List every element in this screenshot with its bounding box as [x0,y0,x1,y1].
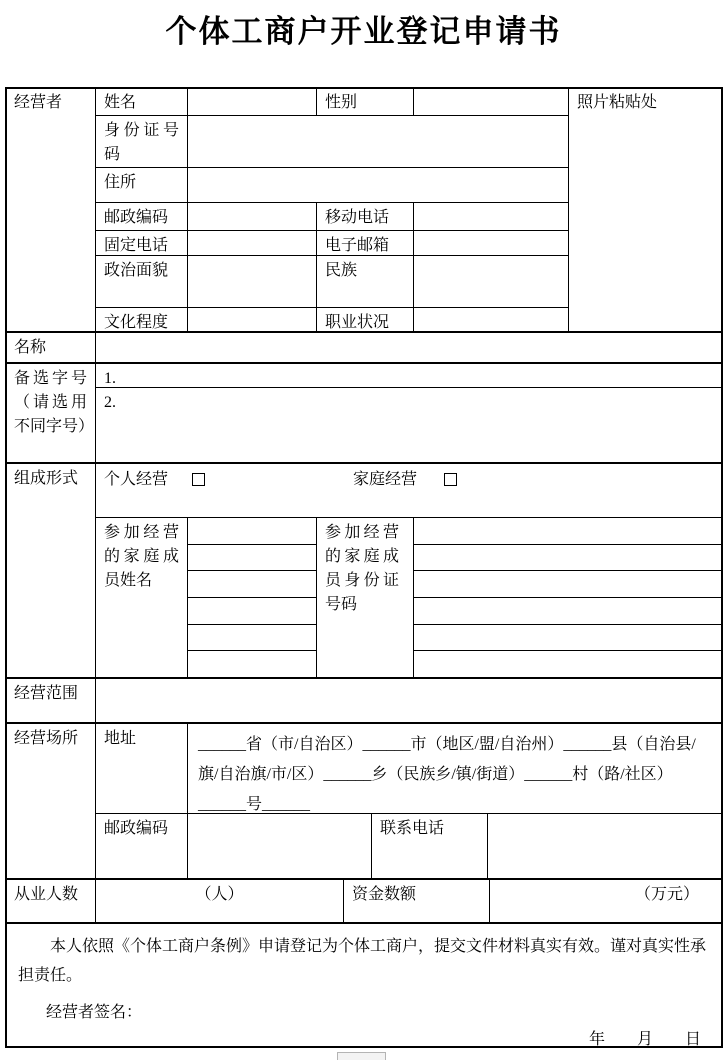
premises-section-label: 经营场所 [5,722,95,878]
operator-landline-input[interactable] [187,230,316,255]
alternate-names-label: 备选字号（请选用不同字号） [5,362,95,462]
operator-email-input[interactable] [413,230,568,255]
member-id-input-5[interactable] [413,624,723,650]
operator-political-input[interactable] [187,255,316,307]
operator-name-input[interactable] [187,87,316,115]
capital-amount-input[interactable]: （万元） [489,878,723,922]
premises-postal-input[interactable] [187,813,371,878]
operator-postal-label: 邮政编码 [95,202,187,230]
business-name-input[interactable] [95,331,723,362]
operator-mobile-label: 移动电话 [316,202,413,230]
operator-postal-input[interactable] [187,202,316,230]
member-name-input-5[interactable] [187,624,316,650]
alternate-name-input-2[interactable]: 2. [95,387,723,462]
operator-occupation-label: 职业状况 [316,307,413,331]
business-name-label: 名称 [5,331,95,362]
operator-gender-label: 性别 [316,87,413,115]
operator-education-input[interactable] [187,307,316,331]
member-name-input-2[interactable] [187,544,316,570]
member-id-input-4[interactable] [413,597,723,624]
individual-operation-checkbox[interactable] [192,473,205,486]
member-id-input-1[interactable] [413,517,723,544]
composition-section-label: 组成形式 [5,462,95,677]
member-name-input-3[interactable] [187,570,316,597]
member-id-input-2[interactable] [413,544,723,570]
operator-residence-label: 住所 [95,167,187,202]
staff-count-label: 从业人数 [5,878,95,922]
operator-section-label: 经营者 [5,87,95,331]
operator-id-label: 身份证号码 [95,115,187,167]
premises-phone-input[interactable] [487,813,723,878]
operator-email-label: 电子邮箱 [316,230,413,255]
photo-paste-area: 照片粘贴处 [568,87,723,331]
member-name-input-6[interactable] [187,650,316,677]
capital-amount-label: 资金数额 [343,878,489,922]
operator-ethnicity-label: 民族 [316,255,413,307]
business-scope-input[interactable] [95,677,723,722]
form-title: 个体工商户开业登记申请书 [165,14,562,49]
member-names-label: 参加经营的家庭成员姓名 [95,517,187,677]
family-operation-checkbox[interactable] [444,473,457,486]
operator-signature-label: 经营者签名： [46,1004,143,1021]
next-page-table-edge [337,1052,386,1060]
operator-gender-input[interactable] [413,87,568,115]
member-id-input-3[interactable] [413,570,723,597]
declaration-section [5,922,723,1048]
family-operation-label: 家庭经营 [353,471,418,488]
member-id-input-6[interactable] [413,650,723,677]
member-ids-label: 参加经营的家庭成员身份证号码 [316,517,413,677]
operator-mobile-input[interactable] [413,202,568,230]
date-line: 年 月 日 [588,1031,701,1048]
alternate-name-input-1[interactable]: 1. [95,362,723,387]
operator-landline-label: 固定电话 [95,230,187,255]
individual-operation-label: 个人经营 [104,471,169,488]
member-name-input-1[interactable] [187,517,316,544]
operator-occupation-input[interactable] [413,307,568,331]
operator-name-label: 姓名 [95,87,187,115]
operator-education-label: 文化程度 [95,307,187,331]
member-name-input-4[interactable] [187,597,316,624]
premises-address-input[interactable]: ______省（市/自治区）______市（地区/盟/自治州）______县（自治县/旗/自治旗/市/区）______乡（民族乡/镇/街道）______村（路/社区）______号______ [187,722,723,813]
operator-political-label: 政治面貌 [95,255,187,307]
operator-residence-input[interactable] [187,167,568,202]
business-scope-label: 经营范围 [5,677,95,722]
declaration-text: 本人依照《个体工商户条例》申请登记为个体工商户，提交文件材料真实有效。谨对真实性承担责任。 [18,938,707,984]
operator-id-input[interactable] [187,115,568,167]
premises-phone-label: 联系电话 [371,813,487,878]
composition-options [95,462,723,517]
premises-postal-label: 邮政编码 [95,813,187,878]
staff-count-input[interactable]: （人） [95,878,343,922]
premises-address-label: 地址 [95,722,187,813]
operator-ethnicity-input[interactable] [413,255,568,307]
